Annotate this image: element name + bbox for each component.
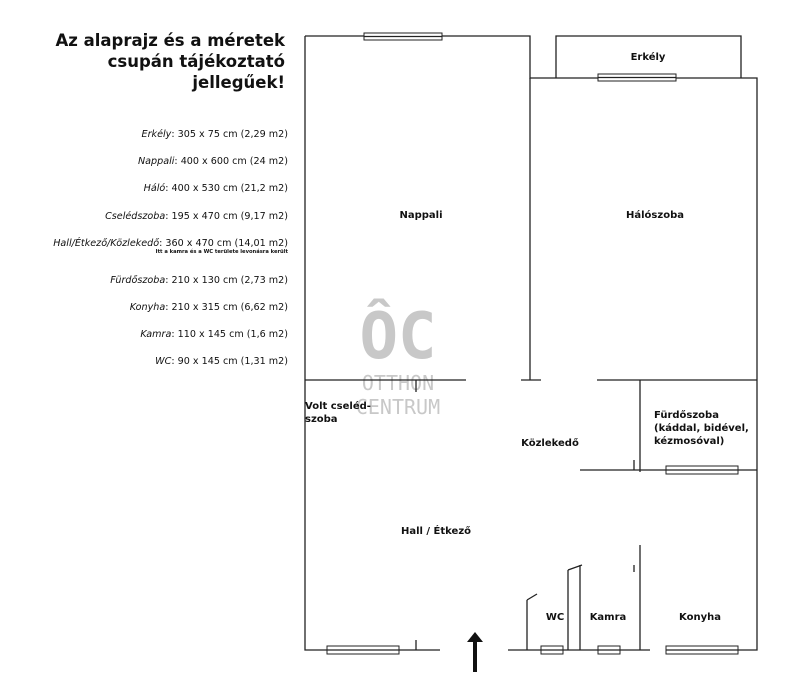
legend-value: : 400 x 600 cm (24 m2): [174, 156, 288, 168]
watermark-line1: OTTHON: [361, 371, 435, 395]
legend-value: : 210 x 315 cm (6,62 m2): [165, 301, 288, 313]
watermark-line2: CENTRUM: [355, 395, 441, 419]
label-volt-cseled-2: szoba: [305, 414, 338, 425]
door-wc: [527, 594, 537, 600]
legend-name: Kamra: [140, 329, 172, 341]
legend-value: : 305 x 75 cm (2,29 m2): [171, 129, 288, 140]
label-volt-cseled-1: Volt cseléd-: [305, 401, 371, 412]
watermark-logo-icon: ÔC: [359, 300, 437, 374]
legend-name: Erkély: [141, 129, 172, 140]
legend-name: WC: [155, 356, 172, 368]
label-konyha: Konyha: [679, 612, 721, 623]
label-nappali: Nappali: [399, 210, 443, 221]
legend-name: Nappali: [137, 156, 175, 168]
legend-note: Itt a kamra és a WC területe levonásra került: [155, 248, 288, 255]
legend-name: Hall/Étkező/Közlekedő: [53, 237, 160, 249]
disclaimer-title: Az alaprajz és a méretek csupán tájékoztató jellegűek!: [55, 31, 285, 92]
label-haloszoba: Hálószoba: [626, 210, 684, 221]
legend-name: Konyha: [129, 301, 166, 313]
legend-value: : 210 x 130 cm (2,73 m2): [165, 274, 288, 286]
label-hall: Hall / Étkező: [400, 526, 472, 537]
label-furdo-1: Fürdőszoba: [654, 410, 719, 421]
legend-value: : 90 x 145 cm (1,31 m2): [171, 356, 288, 368]
legend-name: Háló: [143, 183, 166, 195]
label-wc: WC: [545, 612, 565, 623]
entrance-arrow-icon: [467, 632, 483, 672]
label-erkely: Erkély: [630, 52, 666, 63]
legend-name: Cselédszoba: [105, 210, 166, 222]
label-kamra: Kamra: [589, 612, 627, 623]
label-furdo-2: (káddal, bidével,: [654, 423, 749, 434]
label-furdo-3: kézmosóval): [654, 436, 725, 447]
legend-value: : 400 x 530 cm (21,2 m2): [165, 183, 288, 195]
legend-value: : 195 x 470 cm (9,17 m2): [165, 210, 288, 222]
label-kozlekedo: Közlekedő: [521, 438, 579, 449]
legend-value: : 110 x 145 cm (1,6 m2): [171, 329, 288, 341]
legend-value: : 360 x 470 cm (14,01 m2): [159, 237, 288, 249]
legend-name: Fürdőszoba: [110, 274, 166, 286]
